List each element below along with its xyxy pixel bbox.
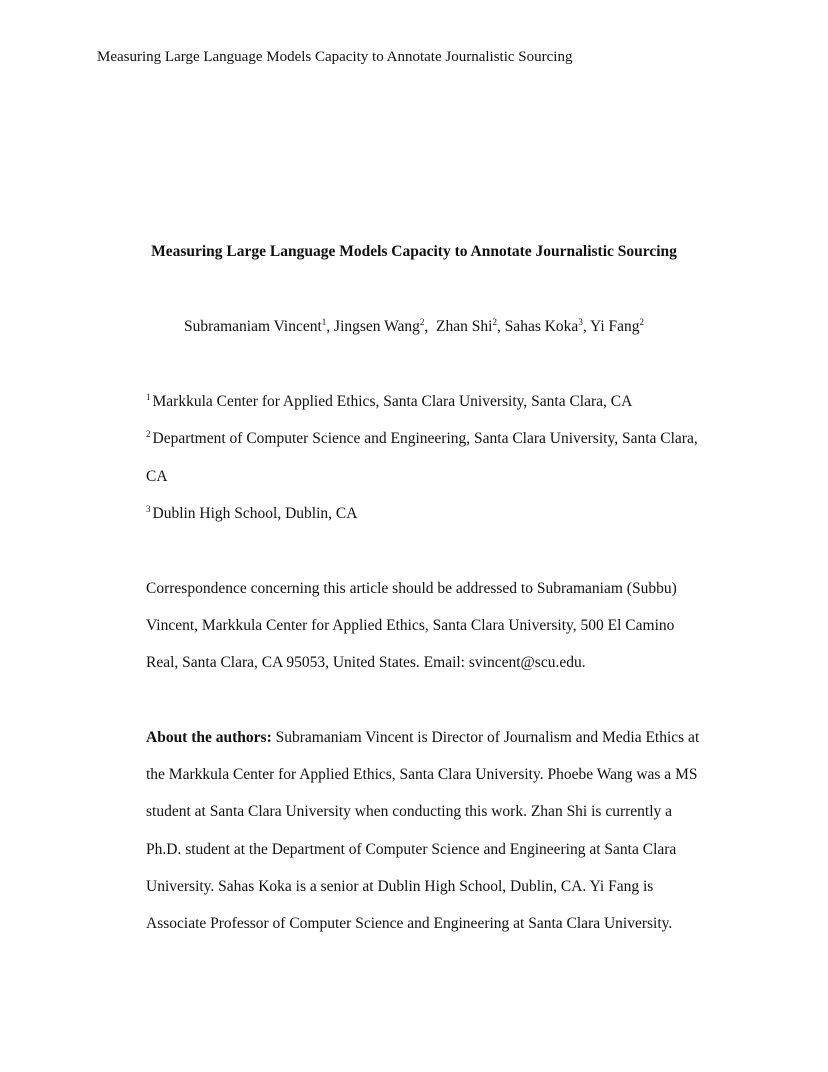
author-name: Jingsen Wang [334, 318, 420, 335]
author-affiliation-marker: 2 [419, 316, 425, 327]
author-name: Yi Fang [590, 318, 640, 335]
author-affiliation-marker: 1 [321, 316, 327, 327]
affiliation-marker: 2 [146, 428, 151, 439]
affiliation-2 [146, 430, 698, 448]
author-name: Sahas Koka [504, 318, 579, 335]
author-affiliation-marker: 2 [492, 316, 497, 327]
correspondence-line: Correspondence concerning this article should be addressed to Subramaniam (Subbu) [146, 580, 677, 597]
about-authors-first-line [146, 729, 699, 747]
affiliation-3 [146, 505, 357, 523]
affiliation-text: Markkula Center for Applied Ethics, Santa Clara University, Santa Clara, CA [152, 393, 633, 410]
author-affiliation-marker: 3 [578, 316, 583, 327]
affiliation-text: Dublin High School, Dublin, CA [152, 505, 358, 522]
about-authors-line: the Markkula Center for Applied Ethics, Santa Clara University. Phoebe Wang was a MS [146, 766, 698, 783]
running-head: Measuring Large Language Models Capacity to Annotate Journalistic Sourcing [97, 49, 573, 65]
about-authors-line: Associate Professor of Computer Science and Engineering at Santa Clara University. [146, 915, 673, 932]
about-authors-line: University. Sahas Koka is a senior at Dublin High School, Dublin, CA. Yi Fang is [146, 878, 654, 895]
affiliation-text: Department of Computer Science and Engineering, Santa Clara University, Santa Clara, [152, 430, 698, 447]
about-authors-line: Ph.D. student at the Department of Computer Science and Engineering at Santa Clara [146, 841, 677, 858]
paper-title: Measuring Large Language Models Capacity to Annotate Journalistic Sourcing [151, 243, 677, 260]
author-affiliation-marker: 2 [639, 316, 645, 327]
about-authors-text: Subramaniam Vincent is Director of Journalism and Media Ethics at [271, 729, 700, 746]
author-name: Subramaniam Vincent [183, 318, 322, 335]
author-name: Zhan Shi [436, 318, 493, 335]
about-authors-label: About the authors: [146, 729, 272, 746]
correspondence-line: Vincent, Markkula Center for Applied Ethics, Santa Clara University, 500 El Camino [146, 617, 675, 634]
about-authors-line: student at Santa Clara University when conducting this work. Zhan Shi is currently a [146, 803, 673, 820]
affiliation-1 [146, 393, 632, 411]
affiliation-marker: 1 [146, 391, 151, 402]
affiliation-marker: 3 [146, 503, 151, 514]
correspondence-line: Real, Santa Clara, CA 95053, United States. Email: svincent@scu.edu. [146, 654, 586, 671]
author-list: Subramaniam Vincent$^1$, Jingsen Wang$^2$, Zhan Shi$^2$, Sahas Koka$^3$, Yi Fang$^2$ [183, 316, 645, 335]
affiliation-2-continuation: CA [146, 468, 168, 485]
